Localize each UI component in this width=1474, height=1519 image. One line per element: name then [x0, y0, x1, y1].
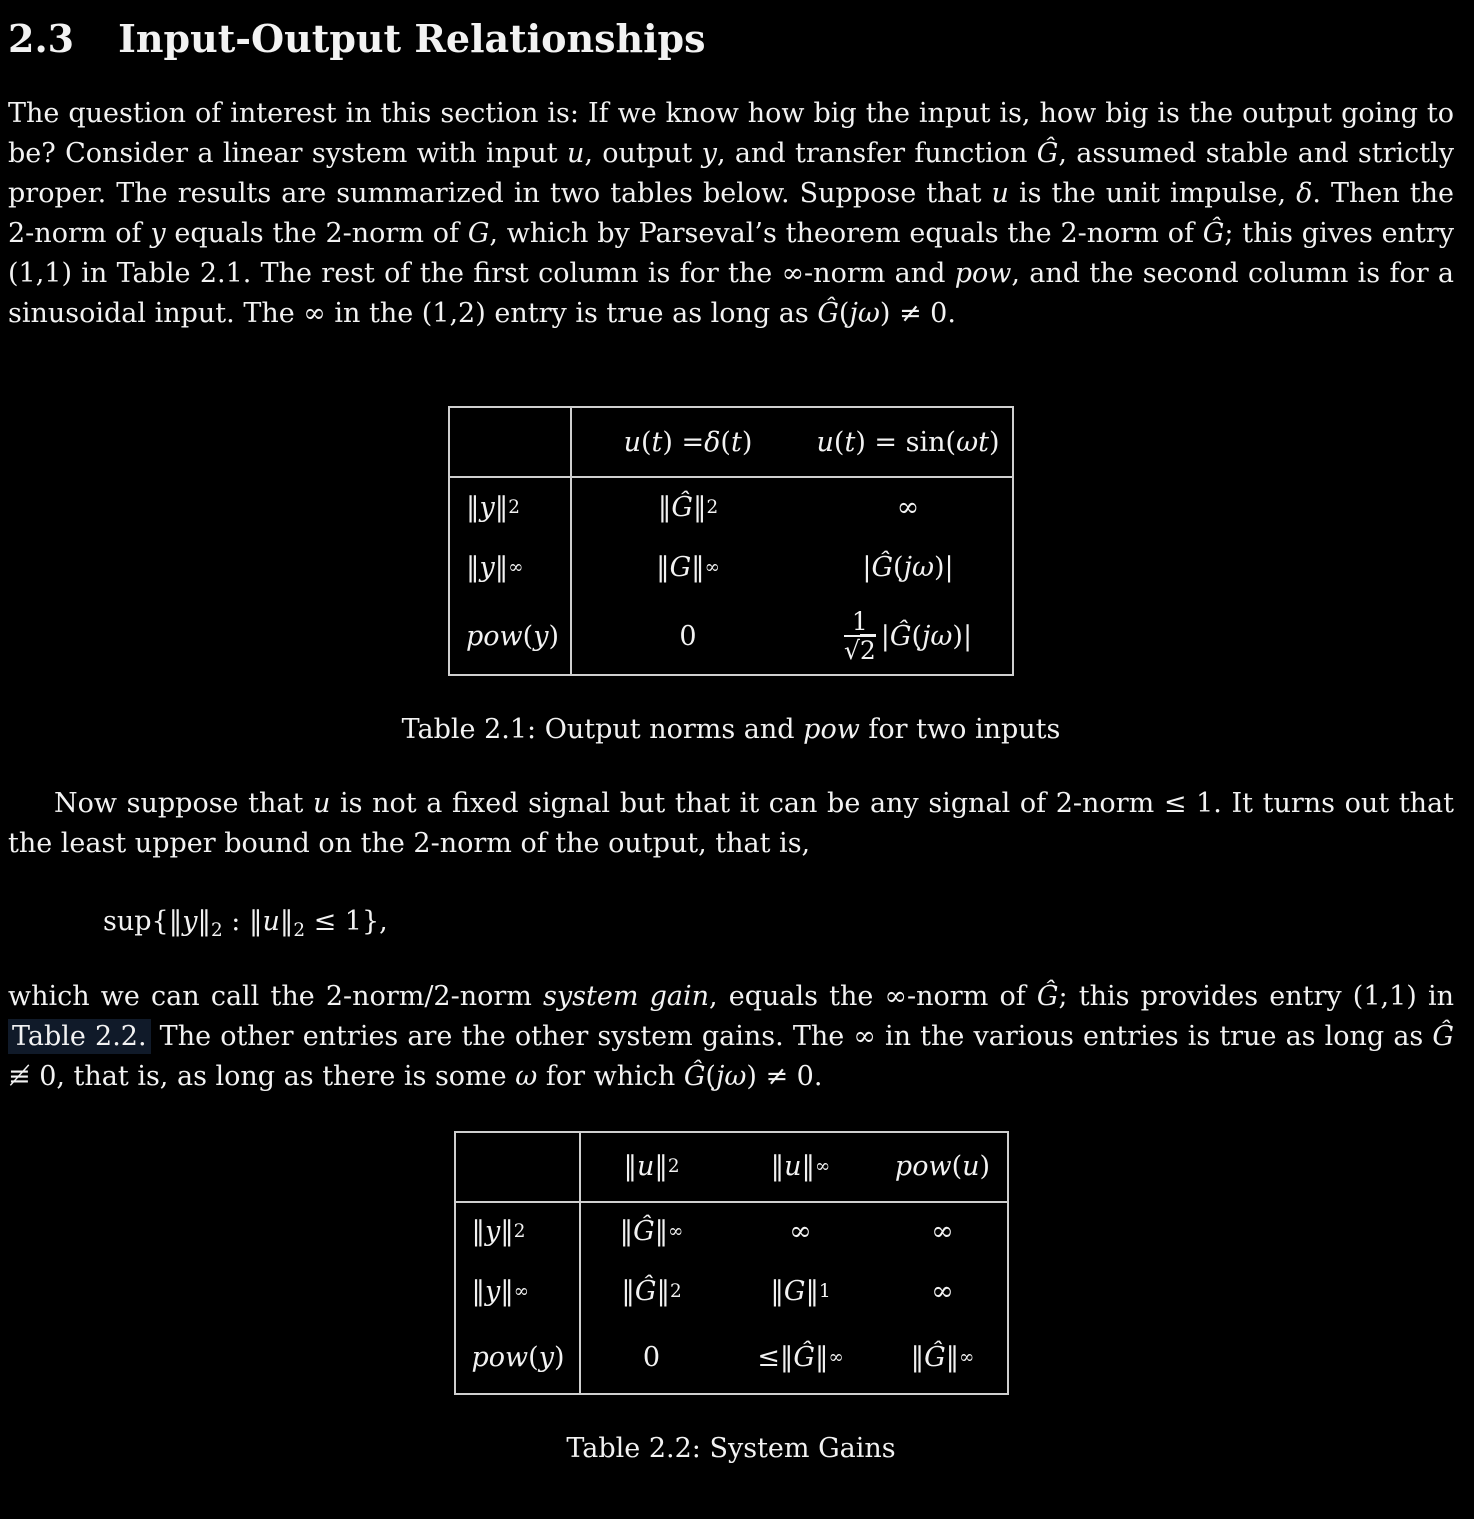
- table-2-2-cell-yinf-powu: [879, 1261, 1007, 1323]
- table-2-2-corner-cell: [456, 1133, 581, 1203]
- table-2-1-cell-y2-sine: [804, 478, 1012, 536]
- text-run: ‖: [471, 1216, 485, 1248]
- text-run: sup{: [103, 906, 169, 937]
- text-run: Ĝ: [793, 1342, 815, 1374]
- text-run: Now suppose that: [54, 788, 313, 819]
- text-run: ) ≠ 0.: [746, 1060, 823, 1092]
- text-run: ) ≠ 0.: [879, 298, 956, 329]
- text-run: , output: [584, 138, 702, 169]
- text-run: Table 2.2: System Gains: [566, 1432, 896, 1464]
- text-run: Ĝ: [1036, 138, 1059, 169]
- table-2-2-cell-y2-u2: [581, 1203, 723, 1261]
- text-run: u: [784, 1151, 802, 1183]
- text-run: jω: [922, 620, 953, 652]
- text-run: ): [548, 620, 560, 652]
- text-run: ) =: [662, 426, 705, 458]
- text-run: ): [553, 1342, 565, 1374]
- text-run: |: [880, 620, 890, 652]
- text-run: is the unit impulse,: [1008, 178, 1297, 209]
- text-run: pow: [471, 1342, 529, 1374]
- text-run: 2: [210, 919, 223, 941]
- text-run: u: [816, 426, 834, 458]
- text-run: ∞: [815, 1156, 831, 1178]
- text-run: jω: [903, 551, 934, 583]
- table-2-2-header-u2: [581, 1133, 723, 1203]
- text-run: , and transfer function: [716, 138, 1037, 169]
- text-run: ‖: [197, 906, 211, 937]
- text-run: u: [313, 788, 331, 819]
- text-run: ‖: [654, 1151, 668, 1183]
- text-run: y: [533, 620, 549, 652]
- text-run: ; this provides entry (1,1) in: [1058, 980, 1454, 1012]
- text-run: y: [182, 906, 198, 937]
- text-run: ∞: [959, 1347, 975, 1369]
- text-run: ‖: [910, 1342, 925, 1374]
- text-run: ‖: [770, 1151, 785, 1183]
- text-run: u: [262, 906, 280, 937]
- text-run: ‖: [814, 1342, 829, 1374]
- table-2-1-row-label-pow: [450, 598, 572, 674]
- text-run: ‖: [279, 906, 294, 937]
- text-run: jω: [715, 1060, 747, 1092]
- text-run: Ĝ: [671, 491, 693, 523]
- text-run: Ĝ: [1202, 218, 1225, 249]
- text-run: :: [222, 906, 249, 937]
- text-run: ≢ 0, that is, as long as there is some: [8, 1060, 516, 1092]
- fraction-denominator: [844, 637, 876, 665]
- section-number: 2.3: [8, 16, 75, 61]
- text-run: Table 2.2.: [12, 1020, 147, 1052]
- text-run: (: [705, 1060, 716, 1092]
- table-2-1-header-sine: [804, 408, 1012, 478]
- text-run: Ĝ: [817, 298, 839, 329]
- text-run: )|: [933, 551, 954, 583]
- text-run: u: [636, 1151, 655, 1183]
- text-run: 2: [508, 496, 520, 518]
- section-title: Input-Output Relationships: [118, 16, 706, 61]
- text-run: ‖: [248, 906, 263, 937]
- table-2-1-cell-pow-impulse: [572, 598, 804, 674]
- text-run: G: [783, 1276, 806, 1308]
- text-run: (: [522, 620, 534, 652]
- table-2-2-row-label-yinf: [456, 1261, 581, 1323]
- text-run: jω: [849, 298, 880, 329]
- text-run: y: [150, 218, 166, 249]
- text-run: u: [623, 426, 641, 458]
- text-run: ≤: [757, 1342, 780, 1374]
- table-2-1-cell-yinf-sine: [804, 536, 1012, 598]
- text-run: system gain: [543, 980, 710, 1012]
- table-2-1-cell-pow-sine: [804, 598, 1012, 674]
- text-run: ‖: [656, 1276, 670, 1308]
- text-run: which we can call the 2-norm/2-norm: [8, 980, 544, 1012]
- table-2-2-header-powu: [879, 1133, 1007, 1203]
- text-run: pow: [466, 620, 523, 652]
- text-run: (: [528, 1342, 539, 1374]
- text-run: y: [538, 1342, 554, 1374]
- table-2-1-cell-y2-impulse: [572, 478, 804, 536]
- text-run: ∞: [704, 556, 720, 578]
- text-run: for two inputs: [859, 714, 1061, 745]
- text-run: ‖: [500, 1276, 514, 1308]
- text-run: t: [651, 426, 663, 458]
- text-run: ‖: [623, 1151, 637, 1183]
- text-run: Ĝ: [871, 551, 894, 583]
- text-run: ∞: [668, 1221, 684, 1243]
- text-run: ): [741, 426, 753, 458]
- text-run: The other entries are the other system gains. The ∞ in the various entries is true as long as: [150, 1020, 1433, 1052]
- text-run: δ: [1296, 178, 1313, 209]
- text-run: 2: [706, 496, 719, 518]
- table-2-2-reference-link[interactable]: [8, 1019, 151, 1054]
- text-run: ‖: [466, 491, 480, 523]
- text-run: ∞: [896, 491, 920, 523]
- text-run: y: [479, 551, 495, 583]
- pow-sine-magnitude: [881, 621, 972, 652]
- text-run: ‖: [805, 1276, 819, 1308]
- text-run: ‖: [779, 1342, 794, 1374]
- text-run: u: [991, 178, 1009, 209]
- text-run: , and the second column is for a sinusoidal input. The ∞ in the (1,2) entry is true as long as: [8, 258, 1454, 329]
- text-run: G: [669, 551, 692, 583]
- text-run: ‖: [500, 1216, 514, 1248]
- table-2-2-cell-y2-powu: [879, 1203, 1007, 1261]
- text-run: 0: [679, 620, 697, 652]
- text-run: (: [838, 298, 850, 329]
- text-run: Ĝ: [1036, 980, 1059, 1012]
- table-2-2-cell-pow-u2: [581, 1323, 723, 1393]
- table-2-2-cell-yinf-uinf: [723, 1261, 879, 1323]
- table-2-2-cell-y2-uinf: [723, 1203, 879, 1261]
- text-run: δ: [704, 426, 721, 458]
- text-run: pow: [803, 714, 860, 745]
- text-run: G: [467, 218, 490, 249]
- text-run: , assumed stable and strictly proper. The results are summarized in two tables below. Suppose that: [8, 138, 1455, 209]
- text-run: u: [566, 138, 585, 169]
- text-run: ω: [515, 1060, 538, 1092]
- text-run: 2: [669, 1281, 682, 1303]
- text-run: , equals the ∞-norm of: [709, 980, 1037, 1012]
- table-2-2-row-label-y2: [456, 1203, 581, 1261]
- text-run: (: [911, 620, 923, 652]
- text-run: ; this gives entry (1,1) in Table 2.1. The rest of the first column is for the ∞-norm and: [8, 218, 1454, 289]
- paragraph-system-gain-before: [8, 981, 1454, 1012]
- paragraph-system-gain-after: [8, 1021, 1454, 1092]
- text-run: )|: [952, 620, 973, 652]
- text-run: ‖: [619, 1216, 634, 1248]
- text-run: 0: [642, 1342, 661, 1374]
- text-run: ‖: [494, 491, 509, 523]
- text-run: (: [893, 551, 904, 583]
- text-run: is not a fixed signal but that it can be any signal of 2-norm ≤ 1. It turns out that the least upper bound on the 2-norm of the output, that is,: [8, 788, 1454, 859]
- text-run: ∞: [789, 1216, 812, 1248]
- text-run: (: [641, 426, 652, 458]
- table-2-1-row-label-yinf: [450, 536, 572, 598]
- text-run: for which: [537, 1060, 684, 1092]
- text-run: ‖: [168, 906, 183, 937]
- text-run: ‖: [657, 491, 672, 523]
- text-run: , which by Parseval’s theorem equals the 2-norm of: [489, 218, 1203, 249]
- text-run: 1: [818, 1281, 831, 1303]
- text-run: Ĝ: [889, 620, 912, 652]
- text-run: ‖: [654, 1216, 669, 1248]
- paragraph-sup-intro: [8, 784, 1454, 864]
- text-run: ∞: [931, 1276, 954, 1308]
- text-run: y: [485, 1276, 501, 1308]
- text-run: ∞: [828, 1347, 844, 1369]
- text-run: ) = sin(: [855, 426, 957, 458]
- text-run: ‖: [770, 1276, 784, 1308]
- text-run: Ĝ: [924, 1342, 946, 1374]
- text-run: Ĝ: [683, 1060, 706, 1092]
- text-run: √: [843, 636, 860, 665]
- text-run: ‖: [656, 551, 670, 583]
- table-2-1: [448, 406, 1014, 676]
- text-run: Ĝ: [634, 1276, 657, 1308]
- text-run: Ĝ: [1432, 1020, 1454, 1052]
- text-run: The question of interest in this section is: If we know how big the input is, how big is the output going to be? Consider a linear system with input: [8, 98, 1454, 169]
- text-run: ‖: [945, 1342, 960, 1374]
- text-run: 2: [293, 919, 306, 941]
- display-equation-sup: [103, 902, 1454, 951]
- text-run: (: [720, 426, 731, 458]
- text-run: (: [833, 426, 845, 458]
- text-run: Ĝ: [633, 1216, 655, 1248]
- text-run: y: [701, 138, 717, 169]
- paragraph-intro: [8, 94, 1454, 334]
- table-2-2-caption: [8, 1429, 1454, 1469]
- text-run: ‖: [691, 551, 705, 583]
- table-2-2: [454, 1131, 1009, 1395]
- document-page: [8, 16, 1454, 1469]
- text-run: ≤ 1},: [305, 906, 388, 937]
- table-2-1-cell-yinf-impulse: [572, 536, 804, 598]
- fraction-numerator: 1: [851, 606, 868, 636]
- text-run: ‖: [494, 551, 509, 583]
- text-run: ‖: [471, 1276, 485, 1308]
- text-run: Table 2.1: Output norms and: [401, 714, 804, 745]
- table-2-2-header-uinf: [723, 1133, 879, 1203]
- text-run: ∞: [508, 556, 524, 578]
- text-run: pow: [894, 1151, 952, 1183]
- table-2-1-row-label-y2: [450, 478, 572, 536]
- one-over-sqrt2-fraction: [844, 608, 876, 665]
- table-2-1-corner-cell: [450, 408, 572, 478]
- text-run: y: [479, 491, 495, 523]
- text-run: y: [485, 1216, 501, 1248]
- text-run: ‖: [466, 551, 480, 583]
- section-heading: [8, 16, 1454, 62]
- text-run: ∞: [931, 1216, 954, 1248]
- text-run: (: [951, 1151, 963, 1183]
- text-run: u: [962, 1151, 980, 1183]
- table-2-1-caption: [8, 710, 1454, 750]
- text-run: equals the 2-norm of: [165, 218, 468, 249]
- text-run: . Then the 2-norm of: [8, 178, 1455, 249]
- table-2-1-header-impulse: [572, 408, 804, 478]
- text-run: 2: [667, 1156, 680, 1178]
- text-run: ωt: [956, 426, 989, 458]
- text-run: ): [988, 426, 1000, 458]
- text-run: 2: [859, 636, 876, 665]
- text-run: ‖: [621, 1276, 635, 1308]
- table-2-2-cell-yinf-u2: [581, 1261, 723, 1323]
- text-run: t: [844, 426, 856, 458]
- table-2-2-cell-pow-uinf: [723, 1323, 879, 1393]
- text-run: 2: [513, 1221, 526, 1243]
- text-run: ‖: [692, 491, 707, 523]
- text-run: pow: [954, 258, 1012, 289]
- table-2-2-row-label-pow: [456, 1323, 581, 1393]
- text-run: ‖: [801, 1151, 816, 1183]
- text-run: t: [730, 426, 742, 458]
- text-run: ): [979, 1151, 991, 1183]
- paragraph-system-gain: [8, 977, 1454, 1097]
- table-2-2-cell-pow-powu: [879, 1323, 1007, 1393]
- text-run: |: [862, 551, 872, 583]
- text-run: ∞: [513, 1281, 530, 1303]
